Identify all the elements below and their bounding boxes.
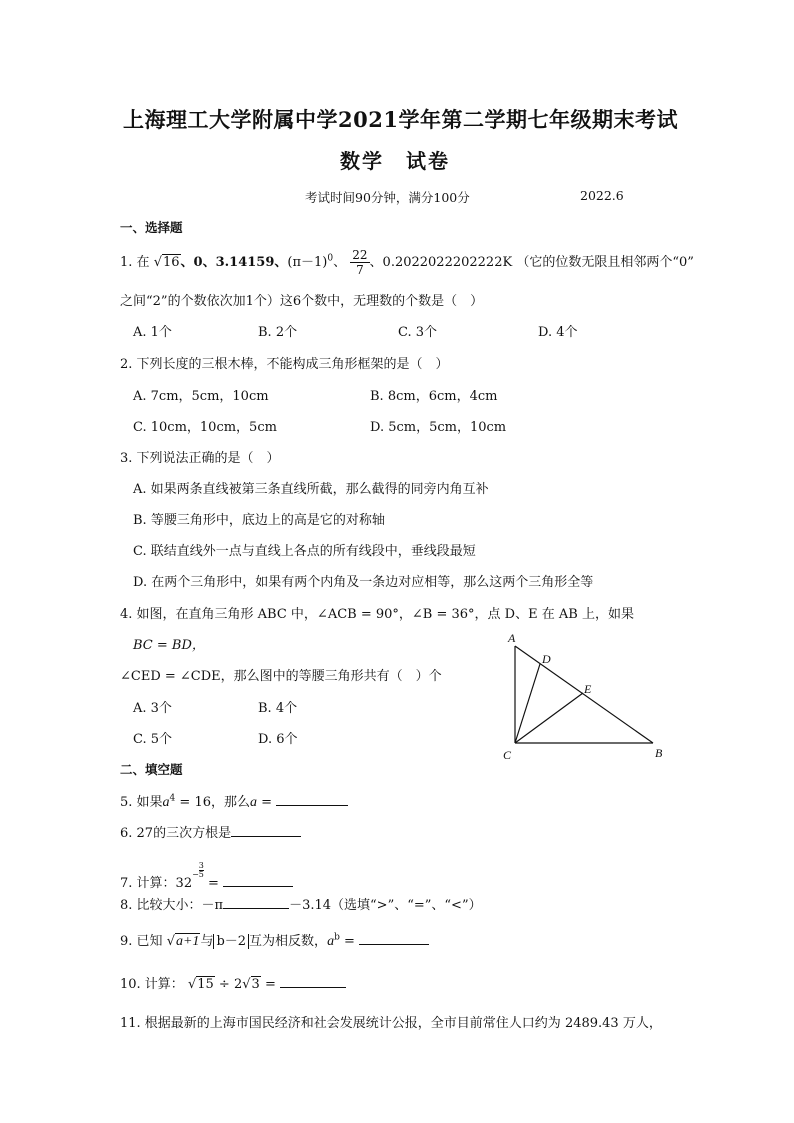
question-1-line1 xyxy=(120,248,694,277)
label-c: C xyxy=(503,748,512,762)
q1-sep: 、 xyxy=(333,255,347,270)
question-7: 7. 计算：32− $\frac{3}{5}$ = xyxy=(120,862,293,891)
question-6: 6. 27的三次方根是 xyxy=(120,822,301,841)
question-5: 5. 如果$a^4 = 16$，那么a = xyxy=(120,791,348,811)
question-4-line2: BC = BD， xyxy=(133,638,205,653)
q10-answer-blank[interactable] xyxy=(280,975,346,988)
q1-fraction: $\frac{22}{7}$ xyxy=(352,248,368,277)
q2-option-d: D. 5cm，5cm，10cm xyxy=(370,420,507,435)
question-4-line3: ∠CED = ∠CDE，那么图中的等腰三角形共有（ ）个 xyxy=(120,669,442,684)
question-9: 9. 已知 √a+1与 b－2 互为相反数，$a^b$ = xyxy=(120,930,429,950)
q1-option-c: C. 3个 xyxy=(398,325,438,340)
question-11: 11. 根据最新的上海市国民经济和社会发展统计公报，全市目前常住人口约为 2489.43 万人， xyxy=(120,1016,662,1031)
label-b: B xyxy=(655,746,663,760)
question-4-line1: 4. 如图，在直角三角形 ABC 中，∠ACB = 90°，∠B = 36°，点 D、E 在 AB 上，如果 xyxy=(120,607,634,622)
q1-text-a: 在 xyxy=(136,255,150,270)
exam-subtitle: 数学 试卷 xyxy=(340,149,450,173)
q1-decimal: 、0.2022022202222K xyxy=(369,255,513,270)
q1-text-b: （它的位数无限且相邻两个“0” xyxy=(516,255,694,270)
q4-option-b: B. 4个 xyxy=(258,701,298,716)
q1-num: 1. xyxy=(120,255,133,270)
triangle-figure xyxy=(500,630,680,765)
question-2: 2. 下列长度的三根木棒，不能构成三角形框架的是（ ） xyxy=(120,357,449,372)
exam-date: 2022.6 xyxy=(580,188,624,203)
q7-exponent: − $\frac{3}{5}$ xyxy=(192,861,204,879)
q2-option-a: A. 7cm，5cm，10cm xyxy=(133,389,269,404)
segment-cd xyxy=(515,664,540,743)
q3-option-c: C. 联结直线外一点与直线上各点的所有线段中，垂线段最短 xyxy=(133,544,476,559)
question-8: 8. 比较大小：－π －3.14（选填“>”、“=”、“<”） xyxy=(120,898,482,913)
q2-option-b: B. 8cm，6cm，4cm xyxy=(370,389,498,404)
q3-option-b: B. 等腰三角形中，底边上的高是它的对称轴 xyxy=(133,513,385,528)
q4-option-d: D. 6个 xyxy=(258,732,298,747)
q1-option-a: A. 1个 xyxy=(133,325,172,340)
q3-option-d: D. 在两个三角形中，如果有两个内角及一条边对应相等，那么这两个三角形全等 xyxy=(133,575,594,590)
q1-pi-term: (π－1) xyxy=(287,255,328,270)
q3-option-a: A. 如果两条直线被第三条直线所截，那么截得的同旁内角互补 xyxy=(133,482,489,497)
q1-option-d: D. 4个 xyxy=(538,325,578,340)
segment-ce xyxy=(515,693,583,743)
q2-option-c: C. 10cm，10cm，5cm xyxy=(133,420,277,435)
label-e: E xyxy=(584,682,592,696)
q6-answer-blank[interactable] xyxy=(231,824,301,837)
section-heading-fill: 二、填空题 xyxy=(120,762,183,777)
question-10: 10. 计算： √15 ÷ 2√3 = xyxy=(120,973,346,992)
q4-option-c: C. 5个 xyxy=(133,732,173,747)
q1-pi-exp: 0 xyxy=(327,253,334,264)
q1-option-b: B. 2个 xyxy=(258,325,298,340)
q9-answer-blank[interactable] xyxy=(359,932,429,945)
label-d: D xyxy=(542,652,551,666)
exam-info: 考试时间90分钟，满分100分 xyxy=(305,190,470,205)
q4-option-a: A. 3个 xyxy=(133,701,172,716)
question-3: 3. 下列说法正确的是（ ） xyxy=(120,451,280,466)
section-heading-choice: 一、选择题 xyxy=(120,220,183,235)
label-a: A xyxy=(508,631,516,645)
question-1-line2: 之间“2”的个数依次加1个）这6个数中，无理数的个数是（ ） xyxy=(120,294,484,309)
q1-list: 、0、3.14159、 xyxy=(180,255,288,270)
q8-answer-blank[interactable] xyxy=(223,896,289,909)
q5-answer-blank[interactable] xyxy=(276,793,348,806)
exam-title: 上海理工大学附属中学2021学年第二学期七年级期末考试 xyxy=(123,107,678,132)
q1-sqrt: √16 xyxy=(153,255,180,270)
q7-answer-blank[interactable] xyxy=(223,874,293,887)
